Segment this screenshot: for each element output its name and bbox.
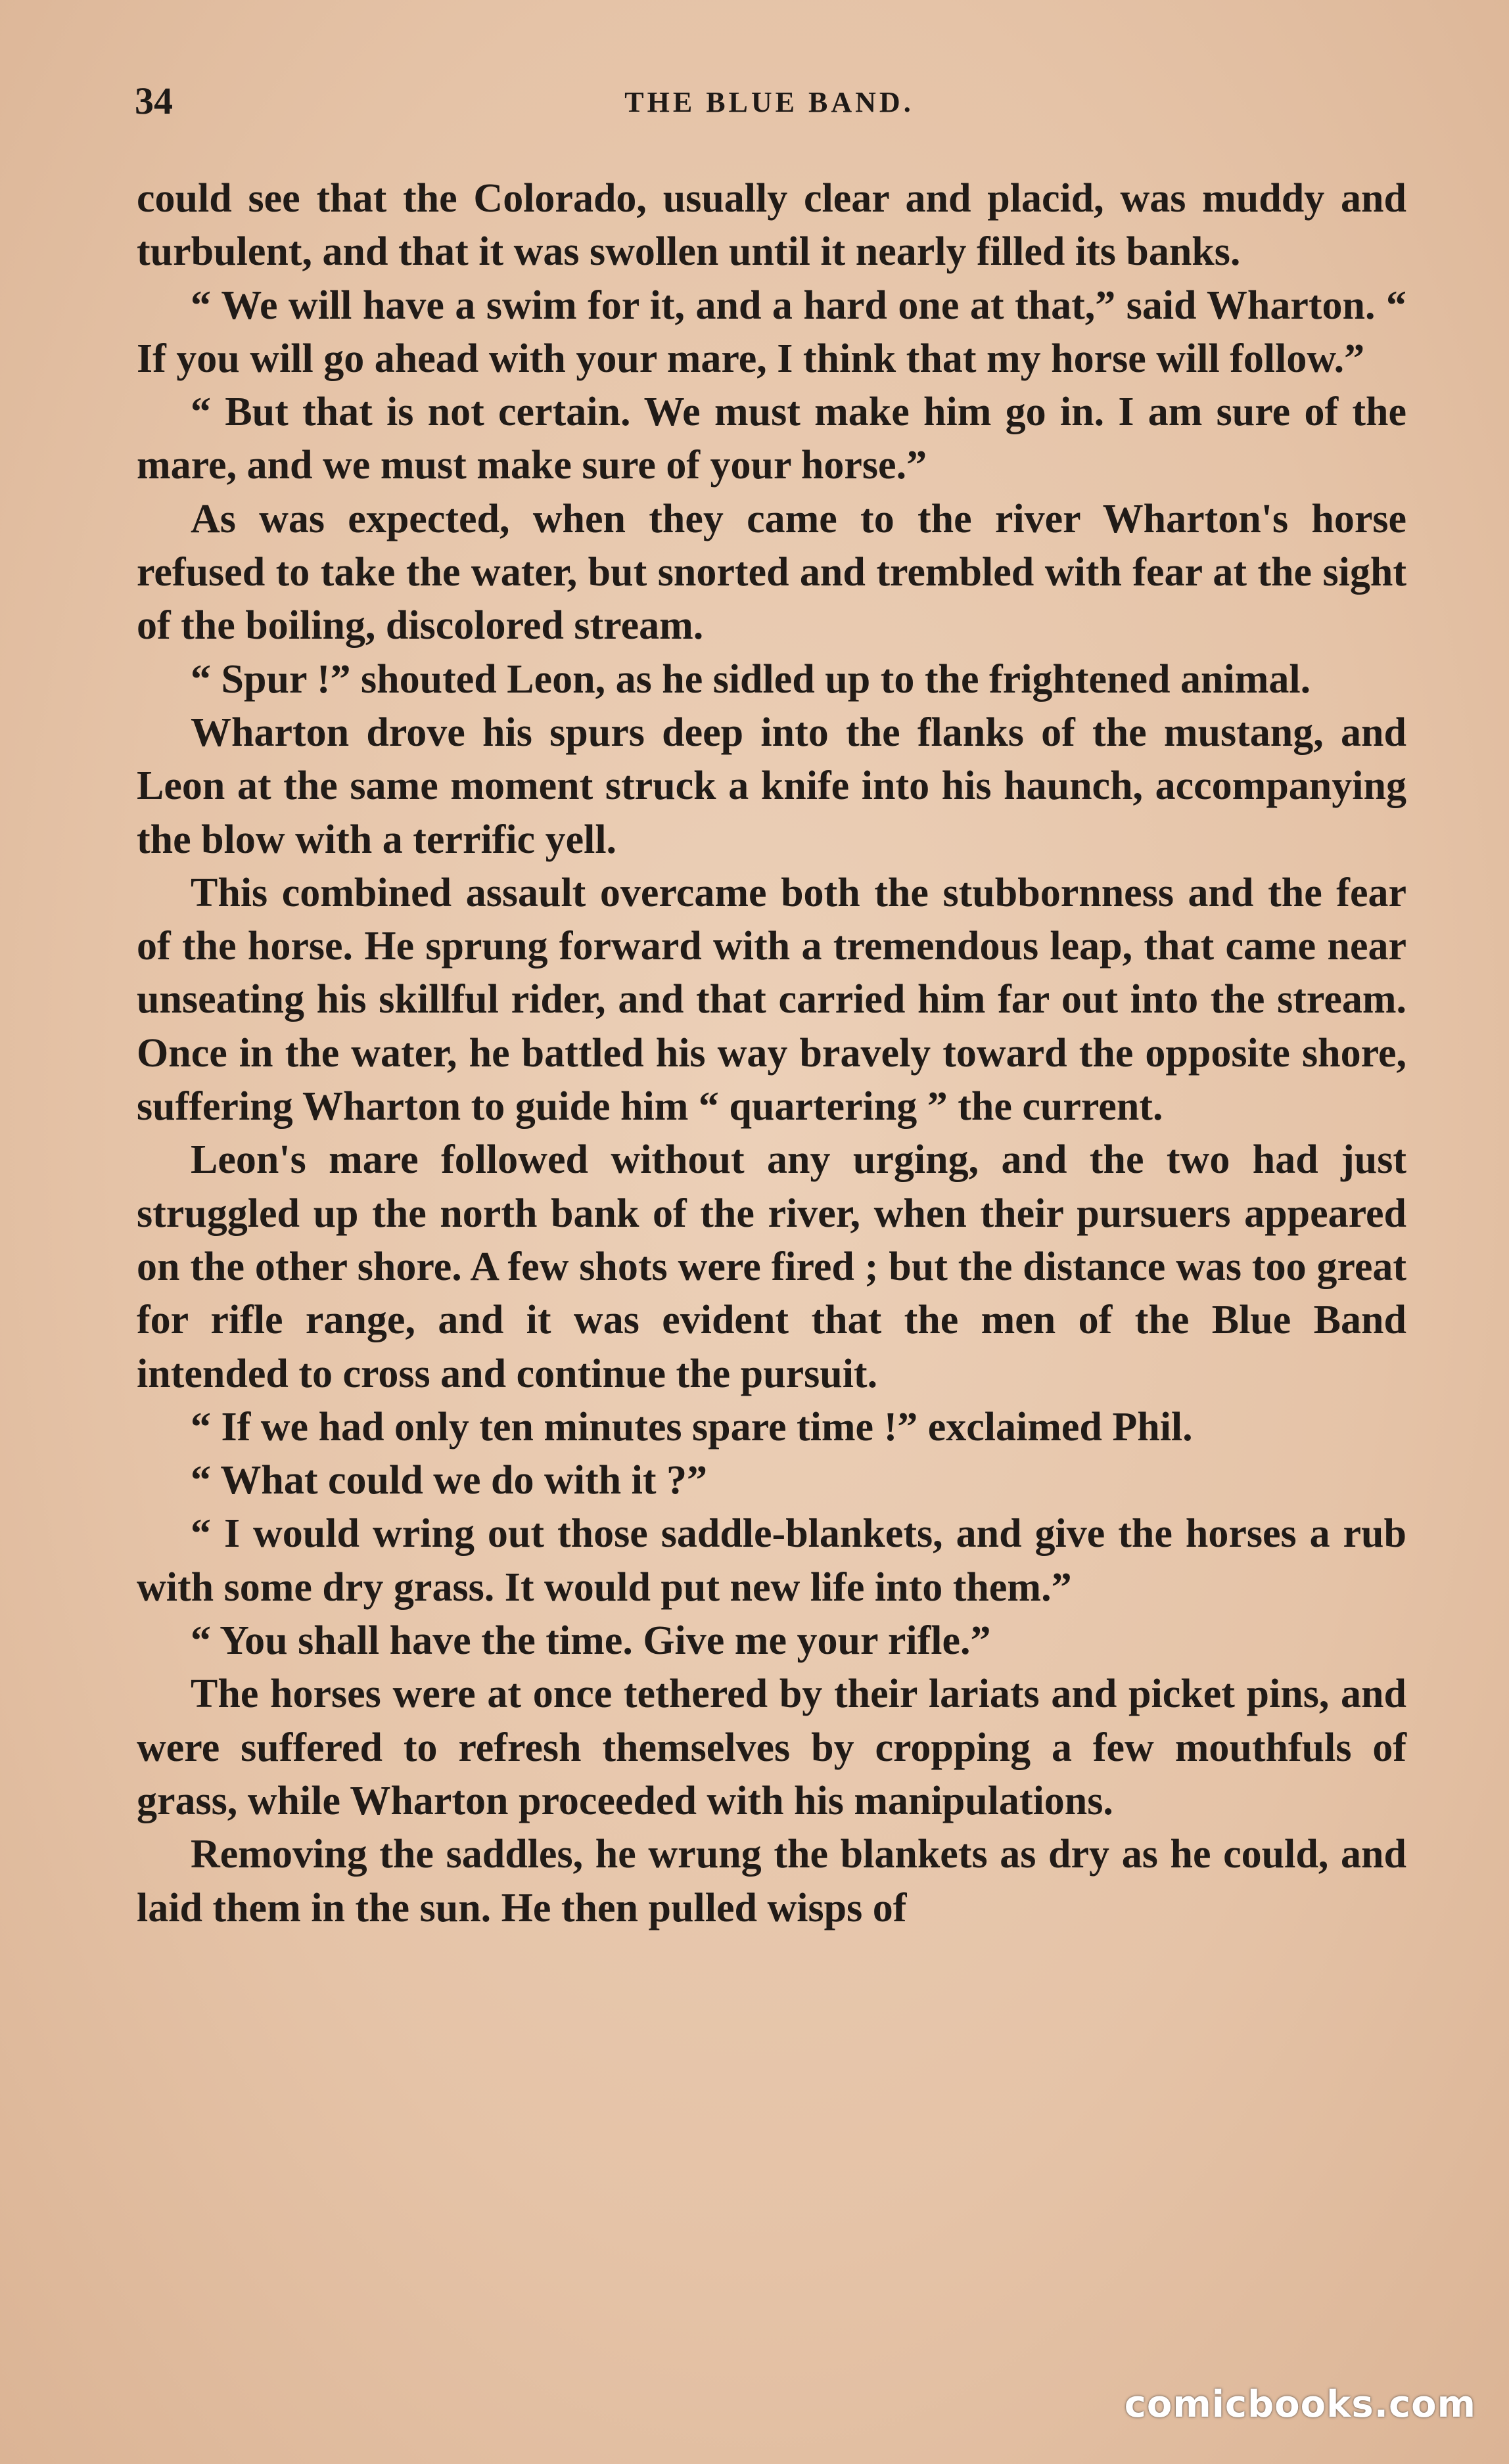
paragraph-5: “ Spur !” shouted Leon, as he sidled up to the frightened animal. bbox=[191, 656, 1311, 702]
page-number: 34 bbox=[135, 80, 173, 122]
paragraph-2: “ We will have a swim for it, and a hard one at that,” said Wharton. “ If you will go ahead with your mare, I think that my horse will follow.” bbox=[137, 283, 1406, 381]
body-text bbox=[137, 172, 1406, 1935]
paragraph-6: Wharton drove his spurs deep into the flanks of the mustang, and Leon at the same moment struck a knife into his haunch, accompanying the blow with a terrific yell. bbox=[137, 710, 1406, 862]
paragraph-8: Leon's mare followed without any urging, and the two had just struggled up the north bank of the river, when their pursuers appeared on the other shore. A few shots were fired ; but the distance was too great for rifle range, and it was evident that the men of the Blue Band intended to cross and continue the pursuit. bbox=[137, 1137, 1406, 1396]
paragraph-1: could see that the Colorado, usually clear and placid, was muddy and turbulent, and that it was swollen until it nearly filled its banks. bbox=[137, 176, 1406, 275]
paragraph-13: The horses were at once tethered by their lariats and picket pins, and were suffered to refresh themselves by cropping a few mouthfuls of grass, while Wharton proceeded with his manipulations. bbox=[137, 1672, 1406, 1823]
paragraph-9: “ If we had only ten minutes spare time !” exclaimed Phil. bbox=[191, 1404, 1193, 1449]
paragraph-7: This combined assault overcame both the stubbornness and the fear of the horse. He sprung forward with a tremendous leap, that came near unseating his skillful rider, and that carried him far out into the stream. Once in the water, he battled his way bravely toward the opposite shore, suffering Wharton to guide him “ quartering ” the current. bbox=[137, 870, 1406, 1129]
site-watermark: comicbooks.com bbox=[1124, 2383, 1476, 2426]
paragraph-12: “ You shall have the time. Give me your rifle.” bbox=[191, 1618, 991, 1664]
paragraph-3: “ But that is not certain. We must make him go in. I am sure of the mare, and we must make sure of your horse.” bbox=[137, 390, 1406, 488]
paragraph-10: “ What could we do with it ?” bbox=[191, 1458, 707, 1503]
running-title: THE BLUE BAND. bbox=[624, 86, 914, 118]
paragraph-14: Removing the saddles, he wrung the blankets as dry as he could, and laid them in the sun. He then pulled wisps of bbox=[137, 1832, 1406, 1930]
running-head bbox=[135, 79, 1404, 131]
paragraph-4: As was expected, when they came to the river Wharton's horse refused to take the water, but snorted and trembled with fear at the sight of the boiling, discolored stream. bbox=[137, 496, 1406, 649]
paragraph-11: “ I would wring out those saddle-blankets, and give the horses a rub with some dry grass. It would put new life into them.” bbox=[137, 1511, 1406, 1610]
